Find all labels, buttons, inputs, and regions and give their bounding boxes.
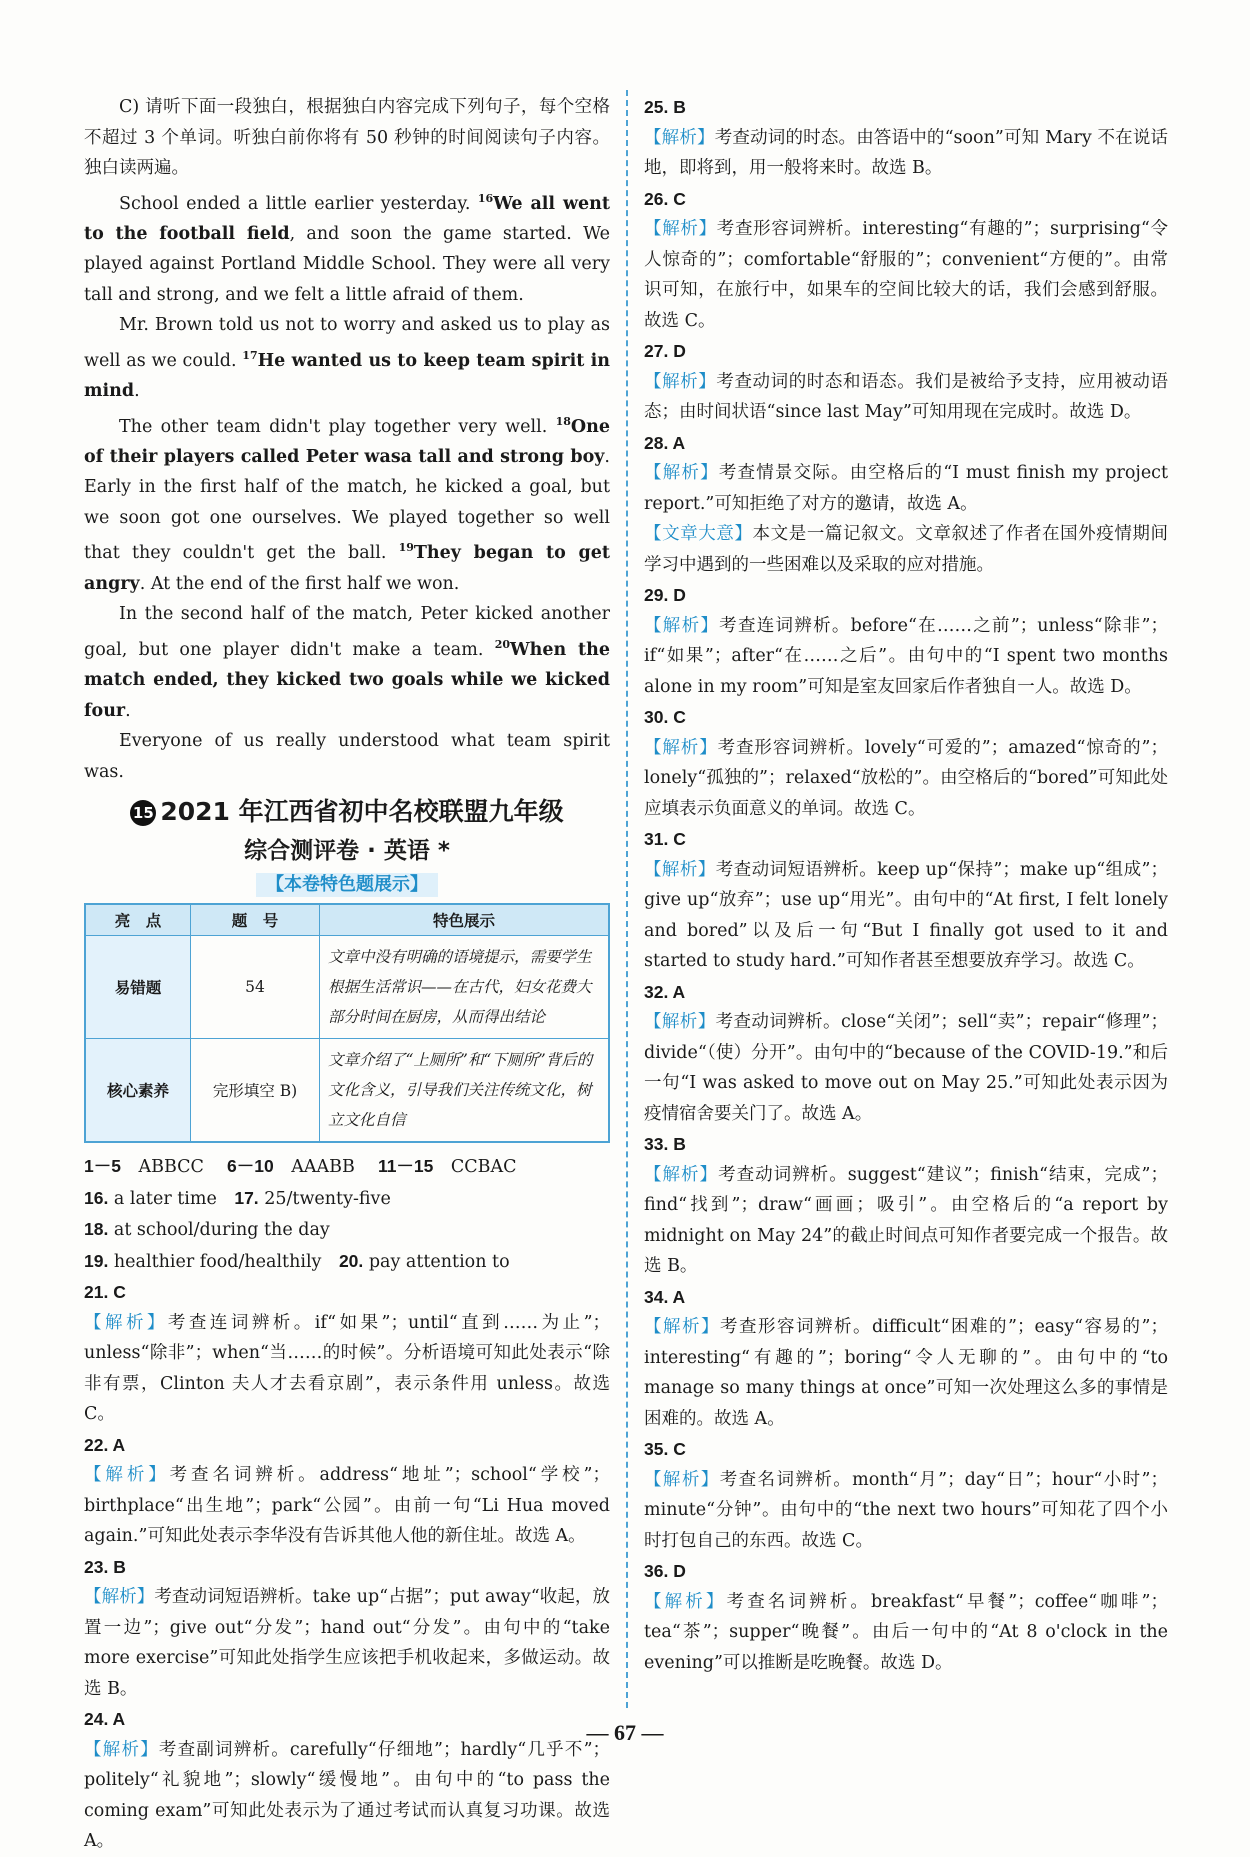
question-answer: 26. C [644,188,686,209]
feature-heading: 【本卷特色题展示】 [84,873,610,897]
question-answer: 27. D [644,341,686,361]
section-subtitle: 综合测评卷 · 英语 * [244,838,450,865]
table-cell-label: 易错题 [85,936,191,1039]
table-row [85,936,609,1039]
question-answer: 34. A [644,1286,686,1307]
question-answer: 28. A [644,432,686,453]
question-answer: 24. A [84,1709,126,1730]
monologue-paragraph: The other team didn't play together very well. $^{18}$One of their players called Peter wasa tall and strong boy. Early in the first half of the match, he kicked a goal, but we soon got one ourselves. We played together so well that they couldn't get the ball. $^{19}$They began to get angry. At the end of the first half we won. [84,414,610,594]
table-header-cell: 题 号 [191,904,320,936]
page-number: — 67 — [586,1720,664,1745]
monologue-paragraph: Mr. Brown told us not to worry and asked us to play as well as we could. $^{17}$He wanted us to keep team spirit in mind. [84,315,610,402]
table-header-cell: 亮 点 [85,904,191,936]
explanation: 【解析】考查动词辨析。suggest“建议”；finish“结束，完成”；find“找到”；draw“画画；吸引”。由空格后的“a report by midnight on May 24”的截止时间点可知作者要完成一个报告。故选 B。 [644,1164,1168,1276]
explanation: 【解析】考查动词短语辨析。take up“占据”；put away“收起，放置一边”；give out“分发”；hand out“分发”。由句中的“take more exercise”可知此处指学生应该把手机收起来，多做运动。故选 B。 [84,1587,610,1699]
table-header-cell: 特色展示 [320,904,610,936]
right-column [644,92,1168,1678]
marker: 20 [494,637,510,651]
table-cell-text: 文章中没有明确的语境提示，需要学生根据生活常识——在古代，妇女花费大部分时间在厨房，从而得出结论 [320,936,610,1039]
article-summary: 【文章大意】本文是一篇记叙文。文章叙述了作者在国外疫情期间学习中遇到的一些困难以及采取的应对措施。 [644,524,1169,575]
marker: 16 [477,191,494,205]
question-answer: 22. A [84,1434,126,1455]
explanation: 【解析】考查形容词辨析。lovely“可爱的”；amazed“惊奇的”；lonely“孤独的”；relaxed“放松的”。由空格后的“bored”可知此处应填表示负面意义的单词。故选 C。 [644,737,1168,819]
explanation: 【解析】考查动词辨析。close“关闭”；sell“卖”；repair“修理”；divide“（使）分开”。由句中的“because of the COVID-19.”和后一句“I was asked to move out on May 25.”可知此处表示因为疫情宿舍要关门了。故选 A。 [644,1012,1168,1124]
answer-line: 16. a later time 17. 25/twenty-five [84,1187,391,1209]
monologue-paragraph: In the second half of the match, Peter kicked another goal, but one player didn't make a team. $^{20}$When the match ended, they kicked two goals while we kicked four. [84,604,610,721]
marker: 18 [555,414,571,428]
explanation: 【解析】考查名词辨析。address“地址”；school“学校”；birthplace“出生地”；park“公园”。由前一句“Li Hua moved again.”可知此处表示李华没有告诉其他人他的新住址。故选 A。 [84,1465,610,1547]
explanation: 【解析】考查连词辨析。if“如果”；until“直到……为止”；unless“除非”；when“当……的时候”。分析语境可知此处表示“除非有票，Clinton 夫人才去看京剧”，表示条件用 unless。故选 C。 [84,1312,611,1425]
column-divider [626,90,628,1708]
explanation: 【解析】考查动词短语辨析。keep up“保持”；make up“组成”；give up“放弃”；use up“用光”。由句中的“At first, I felt lonely and bored”以及后一句“But I finally got used to it and started to study hard.”可知作者甚至想要放弃学习。故选 C。 [644,859,1169,971]
question-answer: 31. C [644,829,686,849]
explanation: 【解析】考查形容词辨析。difficult“困难的”；easy“容易的”；interesting“有趣的”；boring“令人无聊的”。由句中的“to manage so many things at once”可知一次处理这么多的事情是困难的。故选 A。 [644,1317,1169,1429]
section-title: 15 2021 年江西省初中名校联盟九年级 [84,793,610,831]
explanation: 【解析】考查名词辨析。breakfast“早餐”；coffee“咖啡”；tea“茶”；supper“晚餐”。由后一句中的“At 8 o'clock in the evening”可以推断是吃晚餐。故选 D。 [644,1591,1169,1673]
table-cell-label: 核心素养 [85,1039,191,1143]
explanation: 【解析】考查情景交际。由空格后的“I must finish my project report.”可知拒绝了对方的邀请，故选 A。 [644,463,1169,514]
answer-line: 1－5 ABBCC 6－10 AAABB 11－15 CCBAC [84,1156,517,1178]
answer-line: 18. at school/during the day [84,1219,330,1241]
question-answer: 32. A [644,981,686,1002]
question-answer: 33. B [644,1134,686,1154]
left-column [84,92,610,1857]
question-answer: 30. C [644,707,686,727]
table-cell-number: 54 [191,936,320,1039]
question-answer: 23. B [84,1556,126,1577]
question-answer: 29. D [644,585,686,605]
question-answer: 25. B [644,97,686,117]
explanation: 【解析】考查动词的时态。由答语中的“soon”可知 Mary 不在说话地，即将到，用一般将来时。故选 B。 [644,127,1168,178]
question-answer: 36. D [644,1561,686,1581]
table-cell-number: 完形填空 B) [191,1039,320,1143]
table-cell-text: 文章介绍了“上厕所”和“下厕所”背后的文化含义，引导我们关注传统文化，树立文化自信 [320,1039,610,1143]
question-answer: 21. C [84,1282,126,1303]
explanation: 【解析】考查形容词辨析。interesting“有趣的”；surprising“令人惊奇的”；comfortable“舒服的”；convenient“方便的”。由常识可知，在旅行中，如果车的空间比较大的话，我们会感到舒服。故选 C。 [644,219,1169,331]
table-row [85,1039,609,1143]
listening-instructions: C) 请听下面一段独白，根据独白内容完成下列句子，每个空格不超过 3 个单词。听独白前你将有 50 秒钟的时间阅读句子内容。独白读两遍。 [84,97,610,178]
marker: 19 [398,541,414,555]
monologue-paragraph: Everyone of us really understood what team spirit was. [84,731,610,782]
explanation: 【解析】考查副词辨析。carefully“仔细地”；hardly“几乎不”；politely“礼貌地”；slowly“缓慢地”。由句中的“to pass the coming exam”可知此处表示为了通过考试而认真复习功课。故选 A。 [84,1739,611,1852]
answer-line: 19. healthier food/healthily 20. pay attention to [84,1250,510,1272]
marker: 17 [242,348,258,362]
explanation: 【解析】考查动词的时态和语态。我们是被给予支持，应用被动语态；由时间状语“since last May”可知用现在完成时。故选 D。 [644,371,1169,422]
question-answer: 35. C [644,1439,686,1459]
feature-table [84,903,610,1143]
explanation: 【解析】考查连词辨析。before“在……之前”；unless“除非”；if“如果”；after“在……之后”。由句中的“I spent two months alone in my room”可知是室友回家后作者独自一人。故选 D。 [644,615,1168,697]
section-number-badge: 15 [130,800,156,826]
monologue-paragraph: School ended a little earlier yesterday. $^{16}$We all went to the football field, and soon the game started. We played against Portland Middle School. They were all very tall and strong, and we felt a little afraid of them. [84,191,610,305]
table-header-row [85,904,609,936]
explanation: 【解析】考查名词辨析。month“月”；day“日”；hour“小时”；minute“分钟”。由句中的“the next two hours”可知花了四个小时打包自己的东西。故选 C。 [644,1469,1168,1551]
